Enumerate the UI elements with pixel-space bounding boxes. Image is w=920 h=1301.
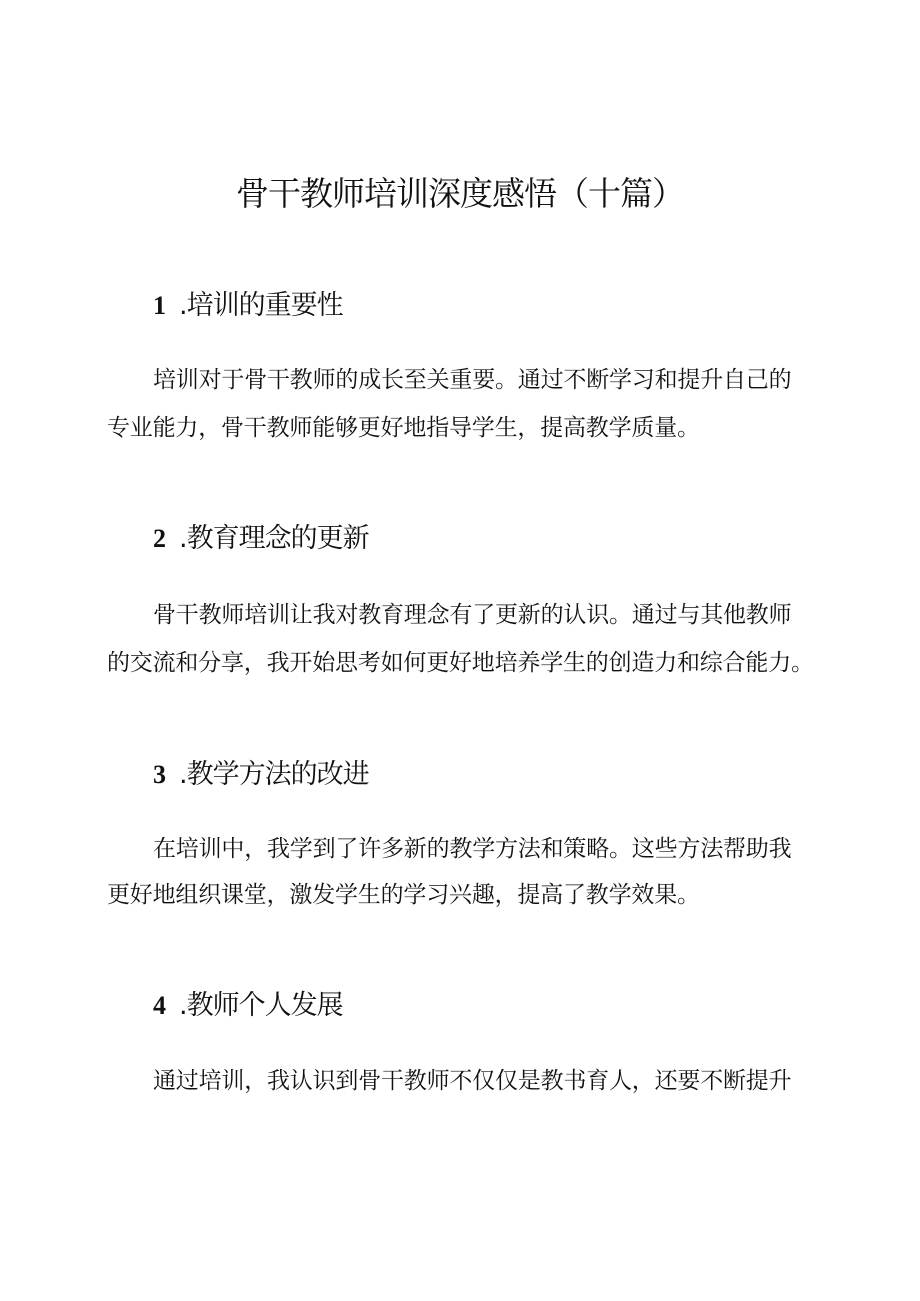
paragraph-line: 专业能力，骨干教师能够更好地指导学生，提高教学质量。 — [107, 415, 700, 441]
document-title: 骨干教师培训深度感悟（十篇） — [236, 174, 684, 213]
section-title: .教师个人发展 — [179, 990, 343, 1021]
paragraph-line: 在培训中，我学到了许多新的教学方法和策略。这些方法帮助我 — [153, 836, 792, 862]
section-number: 3 — [153, 760, 165, 789]
section-number: 1 — [153, 291, 165, 320]
section-heading-3 — [153, 758, 369, 792]
section-number: 2 — [153, 524, 165, 553]
section-number: 4 — [153, 991, 165, 1020]
section-title: .培训的重要性 — [179, 290, 343, 321]
section-heading-4 — [153, 989, 343, 1023]
section-heading-2 — [153, 522, 369, 556]
section-title: .教学方法的改进 — [179, 759, 369, 790]
paragraph-line: 更好地组织课堂，激发学生的学习兴趣，提高了教学效果。 — [107, 882, 700, 908]
paragraph-line: 培训对于骨干教师的成长至关重要。通过不断学习和提升自己的 — [153, 367, 792, 393]
section-title: .教育理念的更新 — [179, 523, 369, 554]
paragraph-line: 通过培训，我认识到骨干教师不仅仅是教书育人，还要不断提升 — [153, 1068, 792, 1094]
paragraph-line: 骨干教师培训让我对教育理念有了更新的认识。通过与其他教师 — [153, 602, 792, 628]
section-heading-1 — [153, 289, 343, 323]
paragraph-line: 的交流和分享，我开始思考如何更好地培养学生的创造力和综合能力。 — [107, 650, 814, 676]
